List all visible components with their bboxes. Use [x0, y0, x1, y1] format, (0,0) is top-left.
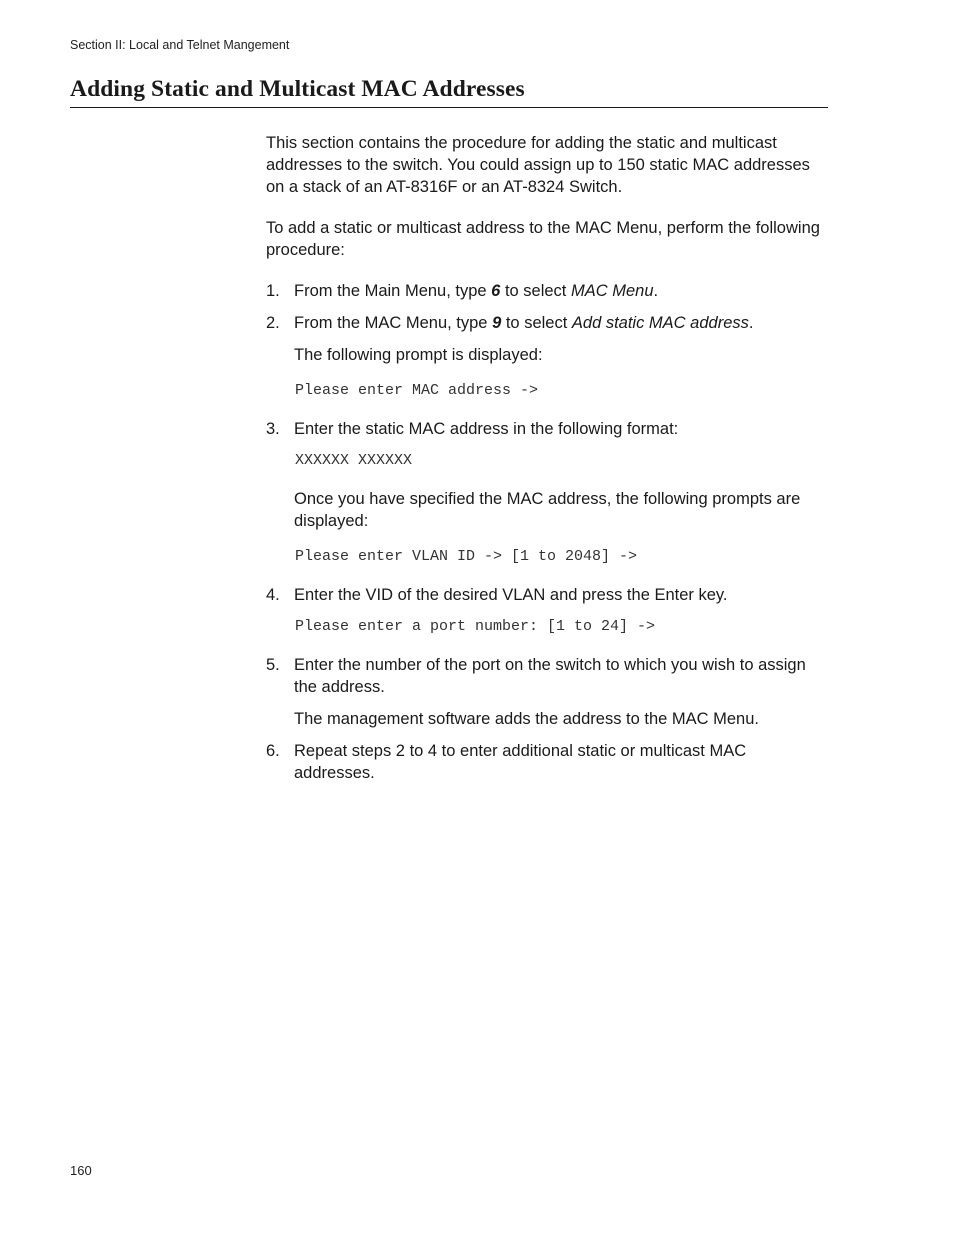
step-3-note: Once you have specified the MAC address, the following prompts are displayed:	[294, 490, 801, 530]
step-number: 3.	[266, 420, 280, 438]
page-number: 160	[70, 1163, 92, 1178]
body-content	[266, 132, 822, 794]
vlan-id-prompt: Please enter VLAN ID -> [1 to 2048] ->	[295, 548, 638, 565]
menu-key: 6	[491, 282, 501, 300]
step-number: 4.	[266, 586, 280, 604]
step-text: From the MAC Menu, type	[294, 314, 493, 332]
menu-key: 9	[492, 314, 502, 332]
step-5	[266, 654, 822, 698]
step-number: 6.	[266, 742, 280, 760]
step-4	[266, 584, 822, 606]
step-text: Enter the VID of the desired VLAN and press the Enter key.	[294, 586, 728, 604]
mac-address-format: XXXXXX XXXXXX	[295, 452, 413, 469]
step-number: 2.	[266, 314, 280, 332]
menu-name: MAC Menu	[570, 282, 654, 300]
step-number: 1.	[266, 282, 280, 300]
step-text: Enter the number of the port on the switch to which you wish to assign the address.	[294, 656, 806, 696]
running-header: Section II: Local and Telnet Mangement	[70, 38, 290, 52]
intro-paragraph-1: This section contains the procedure for adding the static and multicast addresses to the switch. You could assign up to 150 static MAC addresses on a stack of an AT-8316F or an AT-8324 Switch.	[266, 134, 810, 196]
page-title: Adding Static and Multicast MAC Addresses	[70, 76, 828, 108]
step-text: Enter the static MAC address in the following format:	[294, 420, 679, 438]
intro-paragraph-2: To add a static or multicast address to the MAC Menu, perform the following procedure:	[266, 219, 820, 259]
step-text: Repeat steps 2 to 4 to enter additional static or multicast MAC addresses.	[294, 742, 747, 782]
mac-address-prompt: Please enter MAC address ->	[295, 382, 539, 399]
menu-name: Add static MAC address	[571, 314, 749, 332]
step-3	[266, 418, 822, 440]
step-text: From the Main Menu, type	[294, 282, 492, 300]
step-text: .	[653, 282, 659, 300]
step-2-note: The following prompt is displayed:	[294, 346, 543, 364]
step-text: .	[748, 314, 754, 332]
port-number-prompt: Please enter a port number: [1 to 24] ->	[295, 618, 656, 635]
step-number: 5.	[266, 656, 280, 674]
step-text: to select	[500, 282, 571, 300]
step-text: to select	[501, 314, 572, 332]
step-2	[266, 312, 822, 334]
step-5-note: The management software adds the address to the MAC Menu.	[294, 710, 759, 728]
step-1	[266, 280, 822, 302]
step-6	[266, 740, 822, 784]
